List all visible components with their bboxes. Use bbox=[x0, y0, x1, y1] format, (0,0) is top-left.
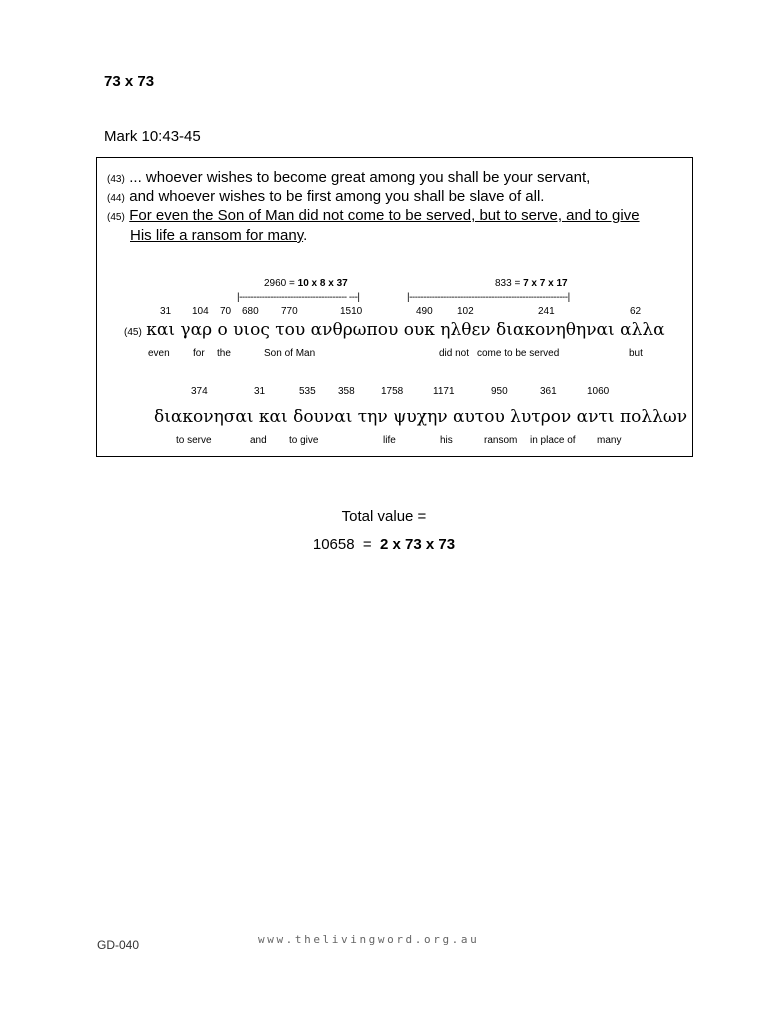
verse-number: (45) bbox=[124, 327, 142, 338]
greek-text: διακονησαι και δουναι την ψυχην αυτου λυτρον αντι πολλων bbox=[154, 407, 688, 427]
word-value: 1171 bbox=[433, 386, 455, 397]
group-formula: 10 x 8 x 37 bbox=[297, 278, 348, 289]
group-formula: 7 x 7 x 17 bbox=[523, 278, 568, 289]
word-value: 374 bbox=[191, 386, 208, 397]
word-value: 950 bbox=[491, 386, 508, 397]
english-gloss: his bbox=[440, 435, 453, 446]
word-value: 490 bbox=[416, 306, 433, 317]
english-gloss: Son of Man bbox=[264, 348, 316, 359]
word-value: 104 bbox=[192, 306, 209, 317]
total-value: 10658 bbox=[312, 536, 355, 553]
word-value: 680 bbox=[242, 306, 259, 317]
verse-text-underlined: For even the Son of Man did not come to be served, but to serve, and to give bbox=[129, 207, 640, 224]
word-value: 241 bbox=[538, 306, 555, 317]
verse-period: . bbox=[303, 227, 308, 244]
website-link[interactable]: www.thelivingword.org.au bbox=[258, 933, 480, 946]
english-gloss: did not bbox=[439, 348, 470, 359]
greek-line-1 bbox=[124, 320, 665, 340]
verse-text: and whoever wishes to be first among you shall be slave of all. bbox=[129, 188, 545, 205]
scripture-reference: Mark 10:43-45 bbox=[104, 128, 201, 145]
document-code: GD-040 bbox=[97, 938, 140, 952]
word-value: 62 bbox=[630, 306, 642, 317]
verse-45-continued bbox=[130, 227, 307, 245]
english-gloss: life bbox=[383, 435, 396, 446]
verse-number: (45) bbox=[107, 212, 125, 223]
english-gloss: in place of bbox=[530, 435, 576, 446]
verse-44 bbox=[107, 188, 544, 206]
group-label-left bbox=[264, 278, 348, 289]
word-value: 1758 bbox=[381, 386, 404, 397]
english-gloss: to give bbox=[289, 435, 319, 446]
word-value: 358 bbox=[338, 386, 355, 397]
total-formula: 2 x 73 x 73 bbox=[380, 536, 456, 553]
english-gloss: even bbox=[148, 348, 170, 359]
verse-number: (43) bbox=[107, 174, 125, 185]
english-gloss: but bbox=[629, 348, 643, 359]
english-gloss: many bbox=[597, 435, 622, 446]
total-value-equation bbox=[0, 536, 768, 553]
english-gloss: come to be served bbox=[477, 348, 560, 359]
english-gloss: to serve bbox=[176, 435, 212, 446]
greek-line-2 bbox=[154, 407, 687, 427]
word-value: 70 bbox=[220, 306, 232, 317]
verse-45 bbox=[107, 207, 640, 225]
english-gloss: for bbox=[193, 348, 205, 359]
word-value: 102 bbox=[457, 306, 474, 317]
word-value: 770 bbox=[281, 306, 298, 317]
greek-text: και γαρ ο υιος του ανθρωπου ουκ ηλθεν διακονηθηναι αλλα bbox=[146, 320, 665, 340]
word-value: 535 bbox=[299, 386, 316, 397]
word-value: 361 bbox=[540, 386, 557, 397]
group-total: 833 = bbox=[495, 278, 524, 289]
group-bracket-left: |-------------------------------------- ---| bbox=[237, 292, 360, 303]
english-gloss: the bbox=[217, 348, 231, 359]
verse-text: ... whoever wishes to become great among you shall be your servant, bbox=[129, 169, 591, 186]
word-value: 31 bbox=[160, 306, 172, 317]
english-gloss: ransom bbox=[484, 435, 518, 446]
equals-sign: = bbox=[354, 536, 381, 553]
word-value: 1510 bbox=[340, 306, 363, 317]
verse-number: (44) bbox=[107, 193, 125, 204]
page-title: 73 x 73 bbox=[104, 73, 155, 90]
verse-43 bbox=[107, 169, 590, 187]
group-total: 2960 = bbox=[264, 278, 298, 289]
word-value: 31 bbox=[254, 386, 266, 397]
english-gloss: and bbox=[250, 435, 267, 446]
verse-text-underlined: His life a ransom for many bbox=[130, 227, 304, 244]
group-bracket-right: |--------------------------------------------------------| bbox=[407, 292, 570, 303]
group-label-right bbox=[495, 278, 568, 289]
word-value: 1060 bbox=[587, 386, 610, 397]
verse-box bbox=[96, 157, 693, 457]
total-value-label: Total value = bbox=[341, 508, 427, 525]
